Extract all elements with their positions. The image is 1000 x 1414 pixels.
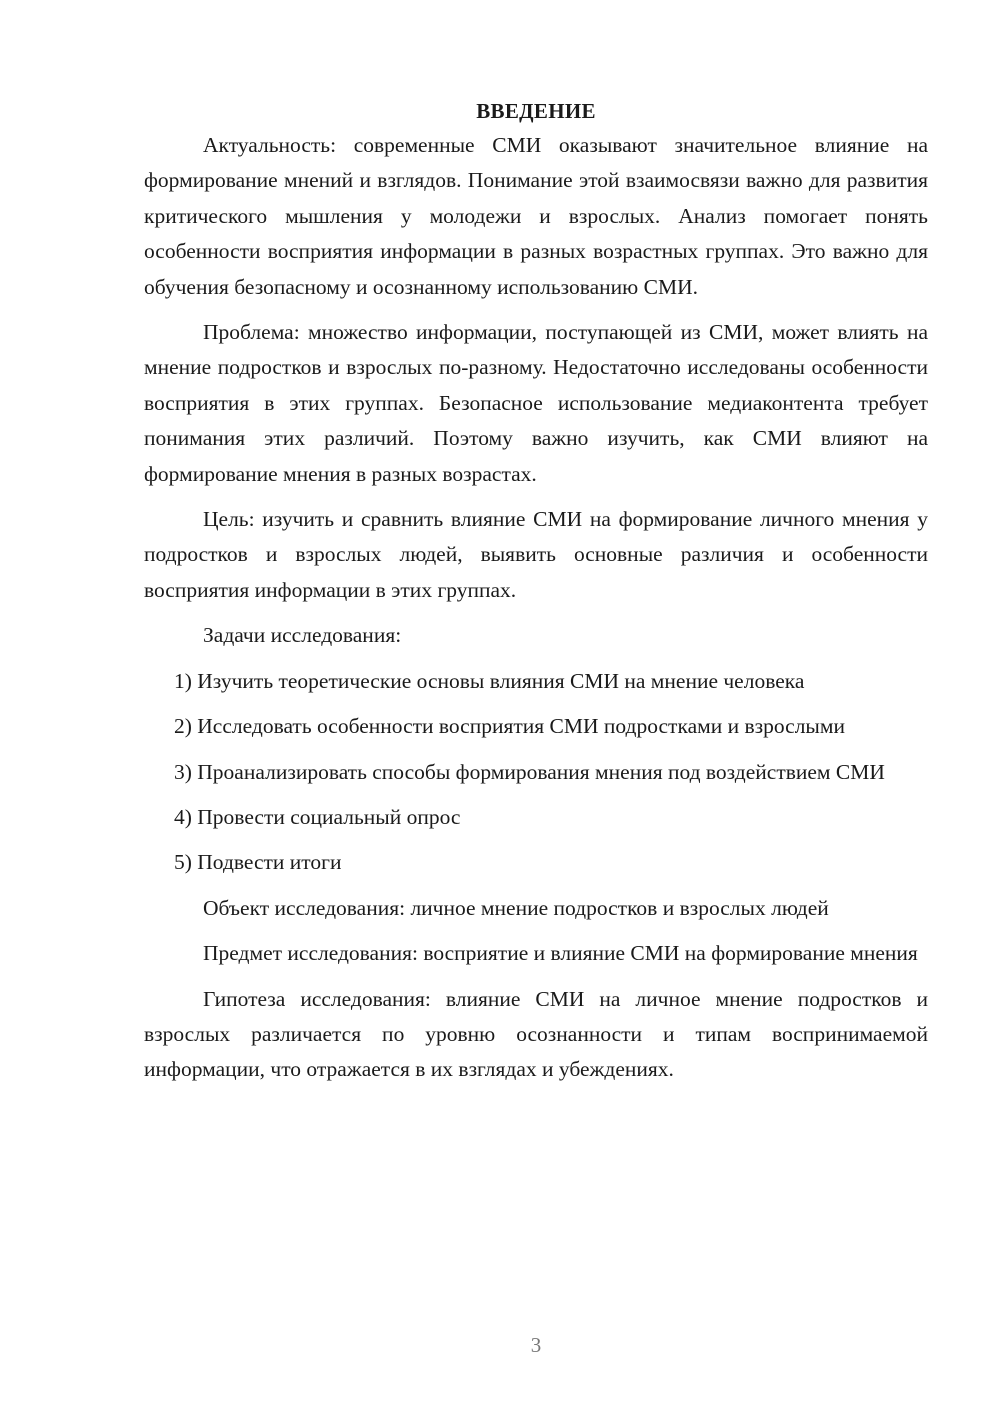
page-number: 3 bbox=[530, 1333, 542, 1357]
hypothesis-paragraph: Гипотеза исследования: влияние СМИ на личное мнение подростков и взрослых различается по уровню осознанности и типам воспринимаемой информации, что отражается в их взглядах и убеждениях. bbox=[144, 986, 928, 1082]
task-item-5: 5) Подвести итоги bbox=[174, 850, 342, 875]
page-title: ВВЕДЕНИЕ bbox=[476, 99, 596, 123]
task-item-4: 4) Провести социальный опрос bbox=[174, 804, 461, 829]
relevance-paragraph: Актуальность: современные СМИ оказывают значительное влияние на формирование мнений и взглядов. Понимание этой взаимосвязи важно для развития критического мышления у молодежи и взрослых. Анализ помогает понять особенности восприятия информации в разных возрастных группах. Это важно для обучения безопасному и осознанному использованию СМИ. bbox=[144, 133, 928, 299]
document-page bbox=[144, 96, 928, 1098]
goal-paragraph: Цель: изучить и сравнить влияние СМИ на формирование личного мнения у подростков и взрослых людей, выявить основные различия и особенности восприятия информации в этих группах. bbox=[144, 507, 928, 602]
task-item-1: 1) Изучить теоретические основы влияния СМИ на мнение человека bbox=[174, 668, 805, 693]
task-item-2: 2) Исследовать особенности восприятия СМИ подростками и взрослыми bbox=[174, 714, 845, 739]
problem-paragraph: Проблема: множество информации, поступающей из СМИ, может влиять на мнение подростков и взрослых по-разному. Недостаточно исследованы особенности восприятия в этих группах. Безопасное использование медиаконтента требует понимания этих различий. Поэтому важно изучить, как СМИ влияют на формирование мнения в разных возрастах. bbox=[144, 320, 928, 486]
subject-paragraph: Предмет исследования: восприятие и влияние СМИ на формирование мнения bbox=[203, 941, 918, 966]
object-paragraph: Объект исследования: личное мнение подростков и взрослых людей bbox=[203, 895, 829, 920]
tasks-heading: Задачи исследования: bbox=[203, 623, 402, 648]
task-item-3: 3) Проанализировать способы формирования мнения под воздействием СМИ bbox=[174, 759, 885, 784]
